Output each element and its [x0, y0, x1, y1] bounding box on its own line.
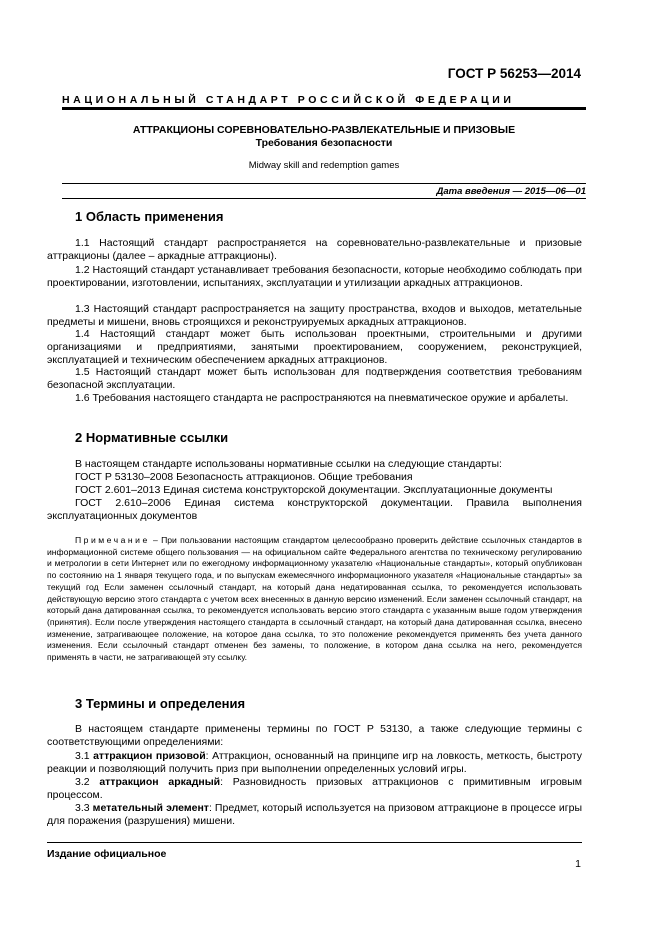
- term-number: 3.3: [75, 802, 93, 814]
- date-rule: [62, 183, 586, 184]
- term-name: метательный элемент: [92, 802, 209, 814]
- section-heading-references: 2 Нормативные ссылки: [75, 430, 229, 445]
- english-title: Midway skill and redemption games: [248, 160, 400, 171]
- paragraph-1-6: 1.6 Требования настоящего стандарта не распространяются на пневматическое оружие и арбалеты.: [75, 392, 569, 404]
- header-rule: [62, 107, 586, 110]
- date-of-introduction: Дата введения — 2015—06—01: [436, 186, 586, 197]
- references-intro: В настоящем стандарте использованы нормативные ссылки на следующие стандарты:: [75, 458, 502, 470]
- term-3-2: [47, 776, 582, 802]
- gost-number: ГОСТ Р 56253—2014: [447, 66, 581, 81]
- document-title: АТТРАКЦИОНЫ СОРЕВНОВАТЕЛЬНО-РАЗВЛЕКАТЕЛЬНЫЕ И ПРИЗОВЫЕ: [132, 124, 516, 136]
- paragraph-1-3: 1.3 Настоящий стандарт распространяется на защиту пространства, входов и выходов, метательные предметы и мишени, вновь строящихся и реконструируемых аркадных аттракционов.: [47, 303, 582, 329]
- term-definition: : Предмет, который используется на призовом аттракционе в процессе игры для поражения (разрушения) мишени.: [47, 802, 582, 828]
- term-number: 3.2: [75, 776, 100, 788]
- reference-item: ГОСТ 2.601–2013 Единая система конструкторской документации. Эксплуатационные документы: [75, 484, 553, 496]
- term-definition: : Разновидность призовых аттракционов с примитивным игровым процессом.: [47, 776, 582, 802]
- paragraph-1-1: 1.1 Настоящий стандарт распространяется на соревновательно-развлекательные и призовые аттракционы (далее – аркадные аттракционы).: [47, 237, 582, 263]
- paragraph-1-5: 1.5 Настоящий стандарт может быть использован для подтверждения соответствия требованиям безопасной эксплуатации.: [47, 366, 582, 392]
- date-rule-bottom: [62, 198, 586, 199]
- note-label: Примечание: [75, 535, 150, 545]
- reference-item: ГОСТ 2.610–2006 Единая система конструкторской документации. Правила выполнения эксплуатационных документов: [47, 497, 582, 523]
- document-subtitle: Требования безопасности: [255, 137, 393, 149]
- page-number: 1: [575, 858, 581, 870]
- term-3-3: [47, 802, 582, 828]
- term-number: 3.1: [75, 750, 94, 762]
- term-definition: : Аттракцион, основанный на принципе игр на ловкость, меткость, быстроту реакции и позволяющий получить приз при выполнении определенных условий игры.: [47, 750, 582, 776]
- paragraph-1-2: 1.2 Настоящий стандарт устанавливает требования безопасности, которые необходимо соблюдать при проектировании, изготовлении, испытаниях, эксплуатации и утилизации аркадных аттракционов.: [47, 264, 582, 290]
- terms-intro: В настоящем стандарте применены термины по ГОСТ Р 53130, а также следующие термины с соответствующими определениями:: [47, 723, 582, 749]
- national-standard-banner: НАЦИОНАЛЬНЫЙ СТАНДАРТ РОССИЙСКОЙ ФЕДЕРАЦИИ: [62, 94, 515, 106]
- footer-rule: [47, 842, 582, 843]
- term-name: аттракцион призовой: [93, 750, 206, 762]
- section-heading-terms: 3 Термины и определения: [75, 696, 246, 711]
- paragraph-1-4: 1.4 Настоящий стандарт может быть использован проектными, строительными и другими организациями и предприятиями, занятыми проектированием, сооружением, реконструкцией, эксплуатацией и техническим обеспечением аркадных аттракционов.: [47, 328, 582, 367]
- reference-item: ГОСТ Р 53130–2008 Безопасность аттракционов. Общие требования: [75, 471, 413, 483]
- term-name: аттракцион аркадный: [99, 776, 221, 788]
- term-3-1: [47, 750, 582, 776]
- note-paragraph: [47, 535, 582, 664]
- section-heading-scope: 1 Область применения: [75, 209, 224, 224]
- official-edition-label: Издание официальное: [47, 848, 167, 860]
- note-text: – При пользовании настоящим стандартом целесообразно проверить действие ссылочных стандартов в информационной системе общего пользования — на официальном сайте Федерального агентства по техническому регулированию и метрологии в сети Интернет или по ежегодному информационному указателю «Национальные стандарты», который опубликован по состоянию на 1 января текущего года, и по выпускам ежемесячного информационного указателя «Национальные стандарты» за текущий год Если заменен ссылочный стандарт, на который дана недатированная ссылка, то рекомендуется использовать действующую версию этого стандарта с учетом всех внесенных в данную версию изменений. Если заменен ссылочный стандарт, на который дана датированная ссылка, то рекомендуется использовать версию этого стандарта с указанным выше годом утверждения (принятия). Если после утверждения настоящего стандарта в ссылочный стандарт, на который дана датированная ссылка, внесено изменение, затрагивающее положение, на которое дана ссылка, то это положение рекомендуется применять без учета данного изменения. Если ссылочный стандарт отменен без замены, то положение, в котором дана ссылка на него, рекомендуется применять в части, не затрагивающей эту ссылку.: [47, 535, 582, 663]
